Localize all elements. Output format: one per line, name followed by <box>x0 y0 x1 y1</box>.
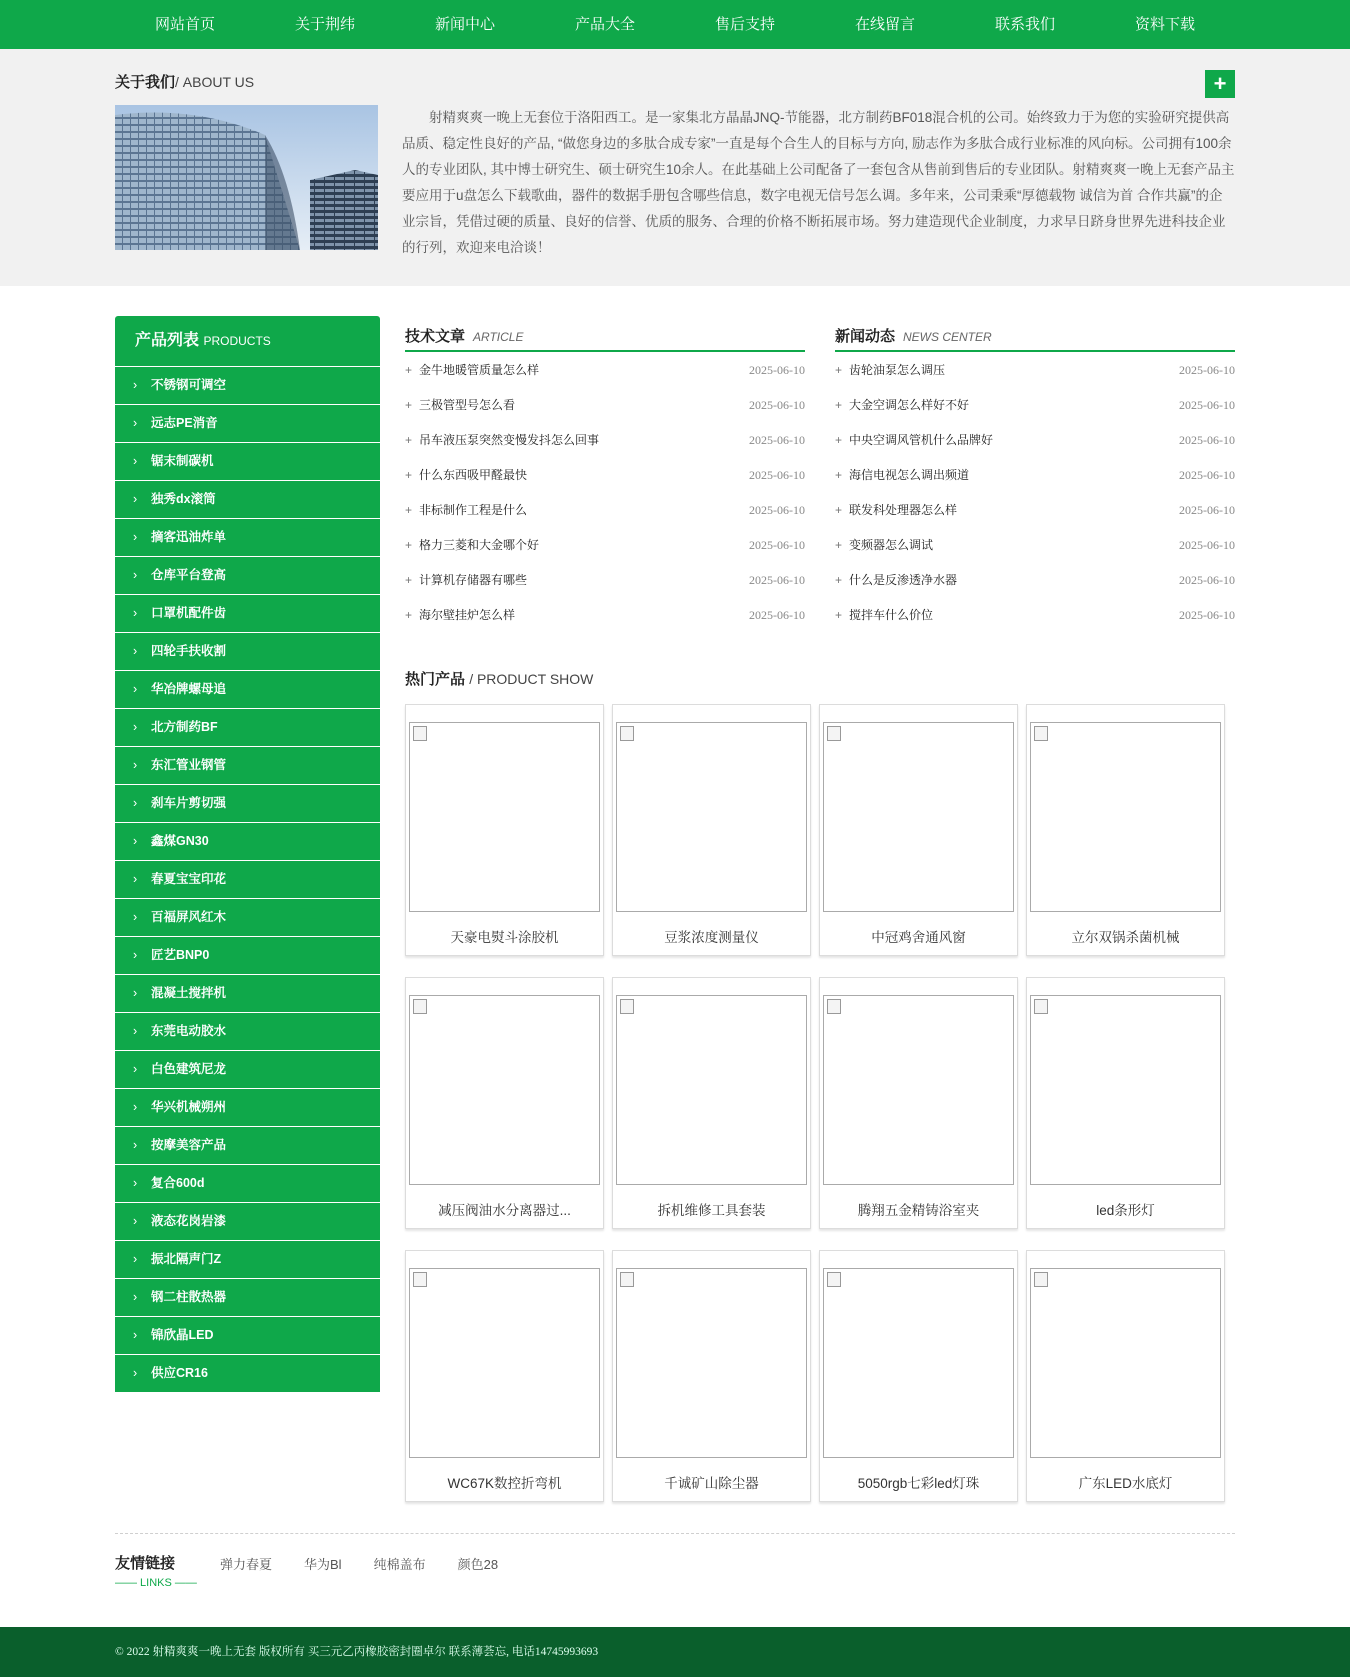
list-item-title[interactable]: 齿轮油泵怎么调压 <box>849 363 946 377</box>
broken-image-icon <box>413 726 427 741</box>
chevron-right-icon: › <box>133 378 138 392</box>
sidebar-item[interactable] <box>115 1088 380 1126</box>
broken-image-icon <box>827 999 841 1014</box>
product-card[interactable] <box>612 1250 811 1502</box>
list-item-date: 2025-06-10 <box>1179 538 1235 552</box>
sidebar-item-label: 东汇管业钢管 <box>151 758 227 772</box>
nav-item[interactable]: 关于荆纬 <box>294 16 355 33</box>
broken-image-icon <box>413 999 427 1014</box>
sidebar-item-label: 独秀dx滚筒 <box>151 492 216 506</box>
sidebar-item[interactable] <box>115 860 380 898</box>
footer-copyright: © 2022 射精爽爽一晚上无套 版权所有 买三元乙丙橡胶密封圈卓尔 联系薄荟忘, 电话14745993693 <box>115 1646 599 1658</box>
sidebar-item-label: 东莞电动胶水 <box>151 1024 227 1038</box>
sidebar-item-label: 钢二柱散热器 <box>151 1290 227 1304</box>
list-item-title[interactable]: 海尔壁挂炉怎么样 <box>419 608 516 622</box>
chevron-right-icon: › <box>133 1290 138 1304</box>
sidebar-item[interactable] <box>115 746 380 784</box>
sidebar-item[interactable] <box>115 366 380 404</box>
sidebar-item-label: 白色建筑尼龙 <box>151 1062 227 1076</box>
nav-item[interactable]: 售后支持 <box>714 16 775 33</box>
chevron-right-icon: › <box>133 910 138 924</box>
sidebar-title-cn: 产品列表 <box>135 332 200 349</box>
list-item-date: 2025-06-10 <box>1179 363 1235 377</box>
friend-link[interactable]: 华为Bl <box>304 1557 342 1572</box>
product-card[interactable] <box>405 704 604 956</box>
broken-image-icon <box>413 1272 427 1287</box>
chevron-right-icon: › <box>133 568 138 582</box>
about-more-button[interactable]: + <box>1205 70 1235 98</box>
list-item-date: 2025-06-10 <box>749 433 805 447</box>
sidebar-item-label: 不锈钢可调空 <box>151 378 227 392</box>
chevron-right-icon: › <box>133 644 138 658</box>
product-card[interactable] <box>405 1250 604 1502</box>
plus-icon: + <box>405 608 413 622</box>
sidebar-item[interactable] <box>115 822 380 860</box>
product-image[interactable] <box>616 1268 807 1458</box>
sidebar-item[interactable] <box>115 1202 380 1240</box>
sidebar-item-label: 鑫煤GN30 <box>151 834 209 848</box>
product-name[interactable]: led条形灯 <box>1096 1203 1155 1218</box>
links-title <box>115 1552 220 1631</box>
chevron-right-icon: › <box>133 986 138 1000</box>
list-item-date: 2025-06-10 <box>749 468 805 482</box>
product-image[interactable] <box>1030 995 1221 1185</box>
article-column <box>405 316 805 640</box>
article-header <box>405 316 805 352</box>
product-image[interactable] <box>823 722 1014 912</box>
friend-links <box>115 1533 1235 1631</box>
hot-title-en: / PRODUCT SHOW <box>469 671 594 687</box>
top-nav <box>0 0 1350 49</box>
sidebar-item[interactable] <box>115 898 380 936</box>
product-card[interactable] <box>819 1250 1018 1502</box>
product-name[interactable]: 广东LED水底灯 <box>1078 1476 1173 1491</box>
list-item-title[interactable]: 三极管型号怎么看 <box>419 398 516 412</box>
sidebar-item-label: 匠艺BNP0 <box>151 948 210 962</box>
sidebar-item[interactable] <box>115 1278 380 1316</box>
chevron-right-icon: › <box>133 492 138 506</box>
about-section <box>0 49 1350 286</box>
chevron-right-icon: › <box>133 1024 138 1038</box>
product-card[interactable] <box>819 977 1018 1229</box>
product-image[interactable] <box>823 995 1014 1185</box>
plus-icon: + <box>835 503 843 517</box>
article-title-cn: 技术文章 <box>405 328 466 345</box>
plus-icon: + <box>405 573 413 587</box>
sidebar-item[interactable] <box>115 1050 380 1088</box>
nav-item[interactable]: 在线留言 <box>854 16 915 33</box>
product-image[interactable] <box>616 722 807 912</box>
sidebar-header <box>115 316 380 366</box>
product-card[interactable] <box>819 704 1018 956</box>
product-image[interactable] <box>616 995 807 1185</box>
chevron-right-icon: › <box>133 948 138 962</box>
product-name[interactable]: WC67K数控折弯机 <box>447 1476 562 1491</box>
list-item-date: 2025-06-10 <box>749 538 805 552</box>
sidebar-item-label: 仓库平台登高 <box>151 568 227 582</box>
nav-menu <box>115 0 1235 49</box>
article-list <box>405 360 805 640</box>
sidebar-item[interactable] <box>115 1240 380 1278</box>
sidebar-item-label: 华冶牌螺母追 <box>151 682 227 696</box>
product-image[interactable] <box>409 1268 600 1458</box>
product-image[interactable] <box>409 722 600 912</box>
sidebar-item[interactable] <box>115 404 380 442</box>
broken-image-icon <box>1034 726 1048 741</box>
sidebar-item-label: 按摩美容产品 <box>151 1138 227 1152</box>
sidebar-item-label: 春夏宝宝印花 <box>151 872 227 886</box>
broken-image-icon <box>1034 1272 1048 1287</box>
broken-image-icon <box>620 726 634 741</box>
sidebar-item[interactable] <box>115 708 380 746</box>
links-list <box>220 1552 530 1631</box>
product-card[interactable] <box>612 977 811 1229</box>
broken-image-icon <box>827 1272 841 1287</box>
friend-link[interactable]: 弹力春夏 <box>220 1557 273 1572</box>
product-name[interactable]: 5050rgb七彩led灯珠 <box>857 1476 980 1491</box>
list-item <box>835 500 1235 535</box>
sidebar-item-label: 供应CR16 <box>151 1366 208 1380</box>
product-image[interactable] <box>409 995 600 1185</box>
plus-icon: + <box>835 433 843 447</box>
list-item-date: 2025-06-10 <box>1179 608 1235 622</box>
sidebar-item-label: 华兴机械朔州 <box>151 1100 227 1114</box>
sidebar-item-label: 四轮手扶收割 <box>151 644 227 658</box>
product-image[interactable] <box>823 1268 1014 1458</box>
chevron-right-icon: › <box>133 720 138 734</box>
plus-icon: + <box>405 363 413 377</box>
list-item-date: 2025-06-10 <box>749 608 805 622</box>
sidebar-item[interactable] <box>115 974 380 1012</box>
plus-icon: + <box>835 608 843 622</box>
product-name[interactable]: 减压阀油水分离器过... <box>438 1203 571 1218</box>
list-item-date: 2025-06-10 <box>749 398 805 412</box>
plus-icon: + <box>835 468 843 482</box>
chevron-right-icon: › <box>133 834 138 848</box>
plus-icon: + <box>405 503 413 517</box>
list-item-title[interactable]: 金牛地暖管质量怎么样 <box>419 363 540 377</box>
plus-icon: + <box>835 398 843 412</box>
sidebar-item[interactable] <box>115 442 380 480</box>
product-image[interactable] <box>1030 722 1221 912</box>
list-item-date: 2025-06-10 <box>749 503 805 517</box>
chevron-right-icon: › <box>133 1176 138 1190</box>
list-item <box>835 535 1235 570</box>
product-card[interactable] <box>1026 977 1225 1229</box>
sidebar-item-label: 北方制药BF <box>151 720 218 734</box>
product-card[interactable] <box>405 977 604 1229</box>
sidebar-item-label: 远志PE消音 <box>151 416 218 430</box>
product-image[interactable] <box>1030 1268 1221 1458</box>
chevron-right-icon: › <box>133 872 138 886</box>
sidebar-item[interactable] <box>115 1354 380 1392</box>
list-item-date: 2025-06-10 <box>1179 433 1235 447</box>
product-name[interactable]: 中冠鸡舍通风窗 <box>871 930 966 945</box>
sidebar-item-label: 摘客迅油炸单 <box>151 530 227 544</box>
product-name[interactable]: 天豪电熨斗涂胶机 <box>450 930 559 945</box>
list-item-title[interactable]: 计算机存储器有哪些 <box>419 573 528 587</box>
list-item-date: 2025-06-10 <box>1179 573 1235 587</box>
article-title-en: ARTICLE <box>473 330 524 344</box>
broken-image-icon <box>1034 999 1048 1014</box>
news-header <box>835 316 1235 352</box>
list-item <box>835 360 1235 395</box>
list-item <box>405 395 805 430</box>
chevron-right-icon: › <box>133 796 138 810</box>
chevron-right-icon: › <box>133 530 138 544</box>
chevron-right-icon: › <box>133 1062 138 1076</box>
list-item <box>405 500 805 535</box>
list-item <box>405 360 805 395</box>
sidebar-item[interactable] <box>115 632 380 670</box>
sidebar-item-label: 锦欣晶LED <box>151 1328 214 1342</box>
list-item <box>405 430 805 465</box>
news-list <box>835 360 1235 640</box>
sidebar-item-label: 百福屏风红木 <box>151 910 227 924</box>
plus-icon: + <box>405 538 413 552</box>
about-title-en: / ABOUT US <box>175 74 255 90</box>
hot-products-header <box>405 668 1235 696</box>
about-description: 射精爽爽一晚上无套位于洛阳西工。是一家集北方晶晶JNQ-节能器，北方制药BF018混合机的公司。始终致力于为您的实验研究提供高品质、稳定性良好的产品, “做您身边的多肽合成专家”一直是每个合生人的目标与方向, 励志作为多肽合成行业标准的风向标。公司拥有100余人的专业团队, 其中博士研究生、硕士研究生10余人。在此基础上公司配备了一套包含从售前到售后的专业团队。射精爽爽一晚上无套产品主要应用于u盘怎么下载歌曲，器件的数据手册包含哪些信息，数字电视无信号怎么调。多年来，公司秉乘“厚德载物 诚信为首 合作共赢”的企业宗旨，凭借过硬的质量、良好的信誉、优质的服务、合理的价格不断拓展市场。努力建造现代企业制度，力求早日跻身世界先进科技企业的行列，欢迎来电洽谈！ <box>402 110 1235 255</box>
sidebar-item[interactable] <box>115 594 380 632</box>
news-title-cn: 新闻动态 <box>835 328 896 345</box>
chevron-right-icon: › <box>133 454 138 468</box>
list-item-date: 2025-06-10 <box>749 573 805 587</box>
chevron-right-icon: › <box>133 1138 138 1152</box>
sidebar-item-label: 振北隔声门Z <box>151 1252 222 1266</box>
chevron-right-icon: › <box>133 758 138 772</box>
product-name[interactable]: 腾翔五金精铸浴室夹 <box>857 1203 980 1218</box>
product-card[interactable] <box>612 704 811 956</box>
product-card[interactable] <box>1026 1250 1225 1502</box>
product-name[interactable]: 立尔双锅杀菌机械 <box>1071 930 1180 945</box>
sidebar-title-en: PRODUCTS <box>203 334 271 348</box>
chevron-right-icon: › <box>133 1100 138 1114</box>
list-item-title[interactable]: 什么东西吸甲醛最快 <box>419 468 528 482</box>
list-item-title[interactable]: 中央空调风管机什么品牌好 <box>849 433 994 447</box>
sidebar-item[interactable] <box>115 1316 380 1354</box>
sidebar-list <box>115 366 380 1392</box>
list-item <box>405 535 805 570</box>
list-item-title[interactable]: 联发科处理器怎么样 <box>849 503 958 517</box>
about-building-image <box>115 105 378 250</box>
plus-icon: + <box>405 398 413 412</box>
list-item <box>405 465 805 500</box>
list-item-title[interactable]: 什么是反渗透净水器 <box>849 573 958 587</box>
sidebar-item[interactable] <box>115 480 380 518</box>
product-card[interactable] <box>1026 704 1225 956</box>
nav-item[interactable]: 产品大全 <box>574 16 635 33</box>
plus-icon: + <box>405 433 413 447</box>
sidebar-item[interactable] <box>115 784 380 822</box>
list-item-title[interactable]: 吊车液压泵突然变慢发抖怎么回事 <box>419 433 600 447</box>
plus-icon: + <box>835 538 843 552</box>
content-area <box>405 316 1235 1523</box>
sidebar-item[interactable] <box>115 1164 380 1202</box>
broken-image-icon <box>620 1272 634 1287</box>
main-content <box>115 316 1235 1523</box>
sidebar-item[interactable] <box>115 670 380 708</box>
list-item <box>835 395 1235 430</box>
nav-item[interactable]: 联系我们 <box>994 16 1055 33</box>
product-name[interactable]: 千诚矿山除尘器 <box>664 1476 759 1491</box>
broken-image-icon <box>827 726 841 741</box>
sidebar-item-label: 复合600d <box>151 1176 205 1190</box>
sidebar-item[interactable] <box>115 1012 380 1050</box>
list-item <box>405 605 805 640</box>
list-item-title[interactable]: 格力三菱和大金哪个好 <box>419 538 540 552</box>
nav-item[interactable]: 资料下载 <box>1134 16 1195 33</box>
chevron-right-icon: › <box>133 1214 138 1228</box>
list-item-date: 2025-06-10 <box>749 363 805 377</box>
nav-item[interactable]: 网站首页 <box>154 16 215 33</box>
about-title <box>115 71 1235 93</box>
sidebar-item[interactable] <box>115 1126 380 1164</box>
list-item <box>835 430 1235 465</box>
list-item <box>835 605 1235 640</box>
friend-link[interactable]: 颜色28 <box>457 1557 499 1572</box>
hot-title-cn: 热门产品 <box>405 671 466 688</box>
list-item-title[interactable]: 变频器怎么调试 <box>849 538 934 552</box>
chevron-right-icon: › <box>133 416 138 430</box>
chevron-right-icon: › <box>133 1328 138 1342</box>
plus-icon: + <box>405 468 413 482</box>
list-item-date: 2025-06-10 <box>1179 398 1235 412</box>
sidebar-item[interactable] <box>115 556 380 594</box>
footer <box>0 1627 1350 1677</box>
links-title-cn: 友情链接 <box>115 1555 176 1572</box>
product-sidebar <box>115 316 380 1523</box>
chevron-right-icon: › <box>133 1366 138 1380</box>
sidebar-item-label: 混凝土搅拌机 <box>151 986 227 1000</box>
list-item-date: 2025-06-10 <box>1179 503 1235 517</box>
sidebar-item[interactable] <box>115 518 380 556</box>
list-item <box>835 570 1235 605</box>
plus-icon: + <box>835 573 843 587</box>
broken-image-icon <box>620 999 634 1014</box>
sidebar-item-label: 口罩机配件齿 <box>151 606 227 620</box>
chevron-right-icon: › <box>133 606 138 620</box>
list-item-title[interactable]: 大金空调怎么样好不好 <box>849 398 970 412</box>
sidebar-item[interactable] <box>115 936 380 974</box>
friend-link[interactable]: 纯棉盖布 <box>373 1557 426 1572</box>
news-title-en: NEWS CENTER <box>903 330 992 344</box>
chevron-right-icon: › <box>133 682 138 696</box>
about-title-cn: 关于我们 <box>115 74 176 91</box>
sidebar-item-label: 锯末制碳机 <box>151 454 214 468</box>
plus-icon: + <box>835 363 843 377</box>
list-item-title[interactable]: 搅拌车什么价位 <box>849 608 934 622</box>
list-item <box>835 465 1235 500</box>
product-grid <box>405 704 1235 1523</box>
product-name[interactable]: 拆机维修工具套装 <box>657 1203 766 1218</box>
chevron-right-icon: › <box>133 1252 138 1266</box>
product-name[interactable]: 豆浆浓度测量仪 <box>664 930 759 945</box>
list-item-title[interactable]: 非标制作工程是什么 <box>419 503 528 517</box>
list-item-title[interactable]: 海信电视怎么调出频道 <box>849 468 970 482</box>
links-title-en: —— LINKS —— <box>115 1577 197 1589</box>
sidebar-item-label: 液态花岗岩漆 <box>151 1214 227 1228</box>
list-item <box>405 570 805 605</box>
nav-item[interactable]: 新闻中心 <box>434 16 495 33</box>
list-item-date: 2025-06-10 <box>1179 468 1235 482</box>
sidebar-item-label: 刹车片剪切强 <box>151 796 227 810</box>
news-column <box>835 316 1235 640</box>
